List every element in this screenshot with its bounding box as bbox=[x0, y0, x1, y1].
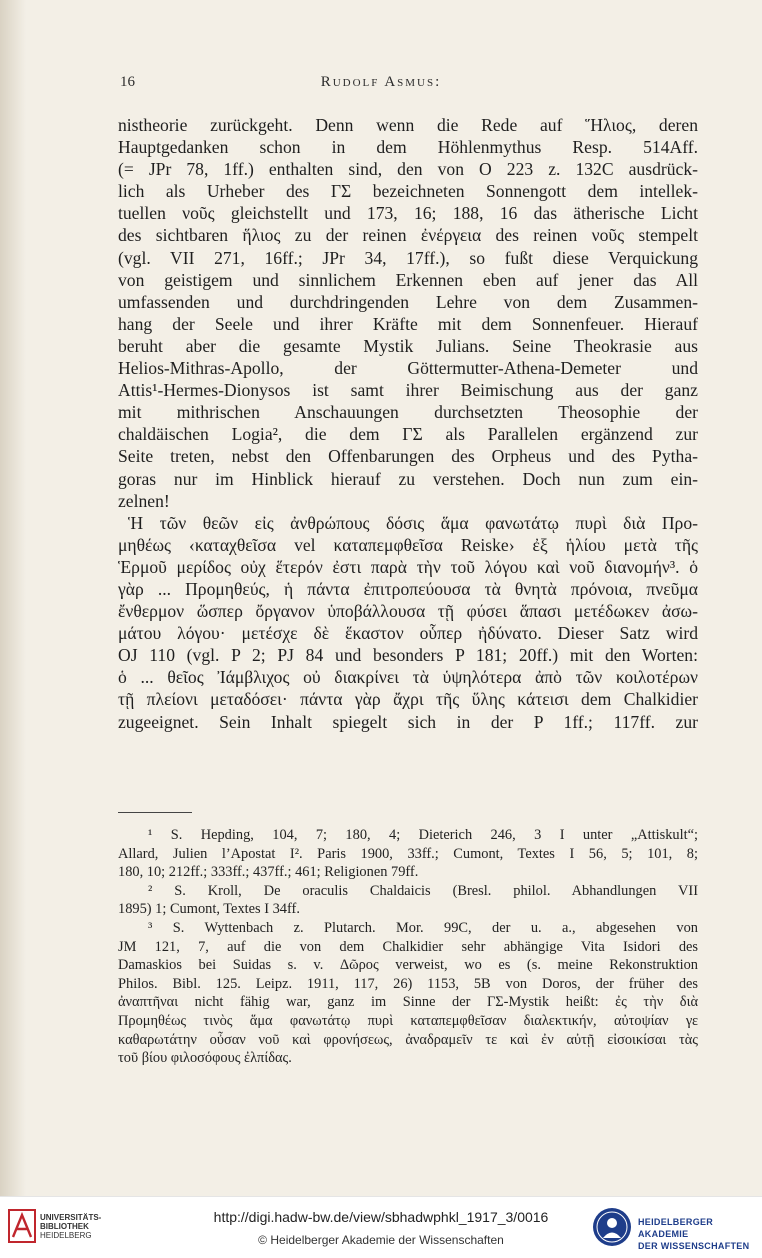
text-line: des sichtbaren ἥλιος zu der reinen ἐνέργεια des reinen νοῦς stempelt bbox=[118, 225, 698, 246]
text-line: γὰρ ... Προμηθεύς, ἡ πάντα ἐπιτροπεύουσα τὰ θνητὰ πρόνοια, πνεῦμα bbox=[118, 578, 698, 599]
footnotes bbox=[118, 826, 698, 1068]
text-line: lich als Urheber des ΓΣ bezeichneten Sonnengott dem intellek- bbox=[118, 181, 698, 202]
academy-name: HEIDELBERGER AKADEMIE DER WISSENSCHAFTEN bbox=[638, 1217, 750, 1251]
text-line: nistheorie zurückgeht. Denn wenn die Rede auf Ἥλιος, deren bbox=[118, 115, 698, 135]
footnote-line: ¹ S. Hepding, 104, 7; 180, 4; Dieterich 246, 3 I unter „Attiskult“; bbox=[148, 827, 698, 843]
footnote-line: τοῦ βίου φιλοσόφους ἐλπίδας. bbox=[118, 1050, 292, 1067]
permalink-url[interactable]: http://digi.hadw-bw.de/view/sbhadwphkl_1917_3/0016 bbox=[213, 1209, 549, 1225]
text-line: beruht aber die gesamte Mystik Julians. Seine Theokrasie aus bbox=[118, 335, 698, 356]
text-line: Attis¹-Hermes-Dionysos ist samt ihrer Beimischung aus der ganz bbox=[118, 380, 698, 401]
text-line: μηθέως ‹καταχθεῖσα vel καταπεμφθεῖσα Reiske› ἐξ ἡλίου μετὰ τῆς bbox=[118, 534, 698, 555]
university-library-name: UNIVERSITÄTS- BIBLIOTHEK HEIDELBERG bbox=[40, 1213, 102, 1240]
footnote-line: JM 121, 7, auf die von dem Chalkidier sehr abhängige Vita Isidori des bbox=[118, 938, 698, 955]
text-line: Hauptgedanken schon in dem Höhlenmythus Resp. 514Aff. bbox=[118, 137, 698, 158]
text-line: Seite treten, nebst den Offenbarungen des Orpheus und des Pytha- bbox=[118, 446, 698, 467]
text-line: Helios-Mithras-Apollo, der Göttermutter-Athena-Demeter und bbox=[118, 358, 698, 379]
text-line: (= JPr 78, 1ff.) enthalten sind, den von O 223 z. 132C ausdrück- bbox=[118, 159, 698, 180]
text-line: zelnen! bbox=[118, 490, 170, 511]
text-line: umfassenden und durchdringenden Lehre von dem Zusammen- bbox=[118, 291, 698, 312]
footnote-line: Allard, Julien l’Apostat I². Paris 1900, 33ff.; Cumont, Textes I 56, 5; 101, 8; bbox=[118, 845, 698, 862]
viewer-footer bbox=[0, 1196, 762, 1258]
text-line: ὁ ... θεῖος Ἰάμβλιχος οὐ διακρίνει τὰ ὑψηλότερα ἀπὸ τῶν κοιλοτέρων bbox=[118, 667, 698, 688]
footnote-line: ³ S. Wyttenbach z. Plutarch. Mor. 99C, der u. a., abgesehen von bbox=[148, 919, 698, 936]
academy-seal-icon bbox=[592, 1207, 632, 1247]
footnote-line: 180, 10; 212ff.; 333ff.; 437ff.; 461; Religionen 79ff. bbox=[118, 864, 419, 881]
text-line: Ἡ τῶν θεῶν εἰς ἀνθρώπους δόσις ἅμα φανωτάτῳ πυρὶ διὰ Προ- bbox=[128, 512, 698, 533]
text-line: mit mithrischen Anschauungen durchsetzten Theosophie der bbox=[118, 402, 698, 423]
text-line: hang der Seele und ihrer Kräfte mit dem Sonnenfeuer. Hierauf bbox=[118, 313, 698, 334]
text-line: zugeeignet. Sein Inhalt spiegelt sich in der P 1ff.; 117ff. zur bbox=[118, 711, 698, 732]
footnote-line: Damaskios bei Suidas s. v. Δῶρος verweist, wo es (s. meine Rekonstruktion bbox=[118, 957, 698, 974]
text-line: (vgl. VII 271, 16ff.; JPr 34, 17ff.), so fußt diese Verquickung bbox=[118, 247, 698, 268]
footnote-line: ἀναπτῆναι nicht fähig war, ganz im Sinne der ΓΣ-Mystik heißt: ἐς τὴν διὰ bbox=[118, 994, 698, 1011]
text-line: tuellen νοῦς gleichstellt und 173, 16; 188, 16 das ätherische Licht bbox=[118, 203, 698, 224]
copyright-notice: © Heidelberger Akademie der Wissenschaften bbox=[258, 1233, 504, 1247]
page-number: 16 bbox=[120, 74, 135, 90]
footnote-line: καθαρωτάτην οὖσαν νοῦ καὶ φρονήσεως, ἀναδραμεῖν τε καὶ ἐν αὐτῇ εἰσοικίσαι τὰς bbox=[118, 1031, 698, 1048]
footnote-line: Προμηθέως τινὸς ἅμα φανωτάτῳ πυρὶ καταπεμφθεῖσαν διαλεκτικήν, αὐτοψίαν γε bbox=[118, 1012, 698, 1029]
running-head: Rudolf Asmus: bbox=[320, 74, 442, 90]
text-line: Ἑρμοῦ μερίδος οὐχ ἕτερόν ἐστι παρὰ τὴν τοῦ λόγου καὶ νοῦ διανομήν³. ὁ bbox=[118, 556, 698, 577]
page-header bbox=[0, 74, 762, 94]
footnote-line: ² S. Kroll, De oraculis Chaldaicis (Bresl. philol. Abhandlungen VII bbox=[148, 882, 698, 899]
main-text bbox=[118, 114, 698, 733]
text-line: τῇ πλείονι μεταδόσει· πάντα γὰρ ἄχρι τῆς ὕλης κάτεισι dem Chalkidier bbox=[118, 689, 698, 710]
footnote-divider bbox=[118, 812, 192, 813]
footnote-line: Philos. Bibl. 125. Leipz. 1911, 117, 26) 1153, 5B von Doros, der früher des bbox=[118, 975, 698, 992]
text-line: chaldäischen Logia², die dem ΓΣ als Parallelen ergänzend zur bbox=[118, 424, 698, 445]
footnote-line: 1895) 1; Cumont, Textes I 34ff. bbox=[118, 901, 300, 918]
text-line: OJ 110 (vgl. P 2; PJ 84 und besonders P 181; 20ff.) mit den Worten: bbox=[118, 645, 698, 666]
text-line: von geistigem und sinnlichem Erkennen eben auf jener das All bbox=[118, 269, 698, 290]
text-line: μάτου λόγου· μετέσχε δὲ ἕκαστον οὗπερ ἠδύνατο. Dieser Satz wird bbox=[118, 623, 698, 644]
text-line: goras nur im Hinblick hierauf zu verstehen. Doch nun zum ein- bbox=[118, 468, 698, 489]
text-line: ἔνθερμον ὥσπερ ὄργανον ὑποβάλλουσα τῇ φύσει ἅπασι μετέδωκεν ἀσω- bbox=[118, 601, 698, 622]
